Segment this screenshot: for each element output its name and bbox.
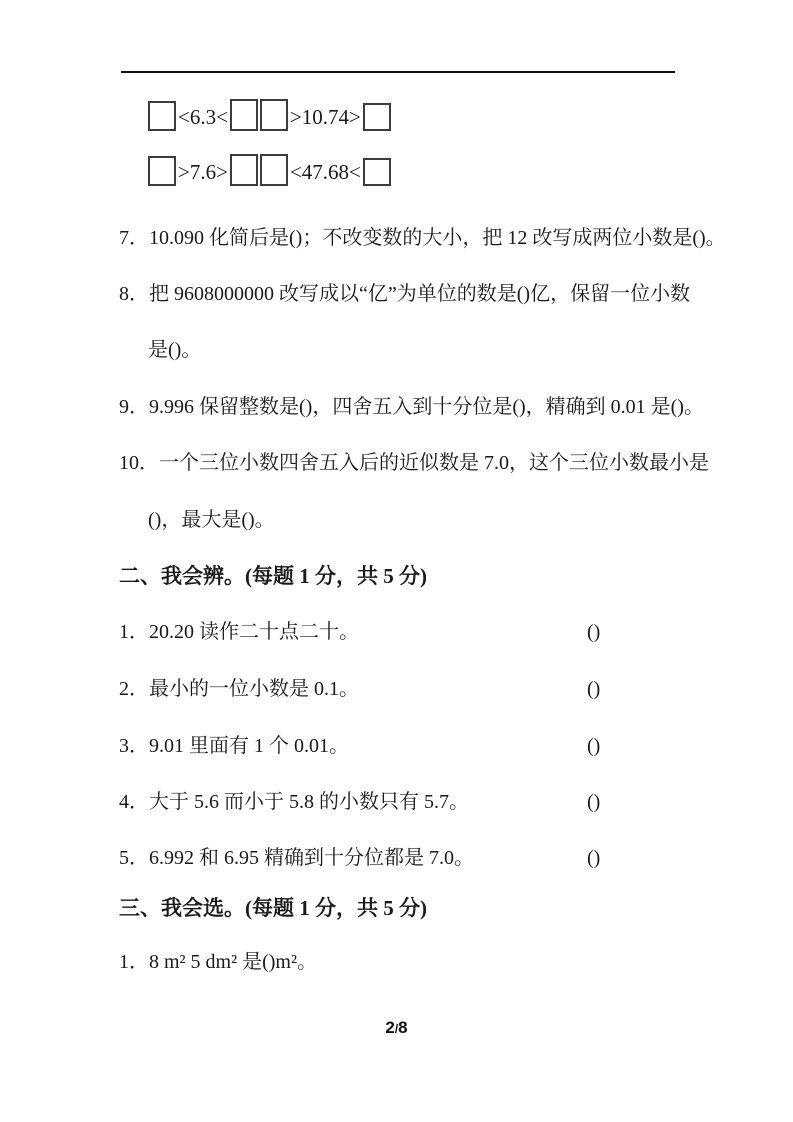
comparison-text: <47.68< [289, 160, 361, 184]
tf-item-4 [119, 788, 639, 816]
question-8-line1: 8．把 9608000000 改写成以“亿”为单位的数是()亿，保留一位小数 [119, 283, 691, 305]
tf-answer-blank: () [587, 847, 601, 869]
tf-item-5 [119, 844, 639, 872]
section-3-heading: 三、我会选。(每题 1 分，共 5 分) [119, 896, 427, 920]
comparison-text: <6.3< [178, 105, 228, 129]
answer-box-pair [230, 154, 288, 186]
answer-box [230, 154, 258, 186]
tf-item-text: 4．大于 5.6 而小于 5.8 的小数只有 5.7。 [119, 791, 469, 813]
tf-item-text: 2．最小的一位小数是 0.1。 [119, 678, 359, 700]
answer-box-pair [230, 99, 288, 131]
answer-box [230, 99, 258, 131]
comparison-text: >7.6> [178, 160, 228, 184]
answer-box [260, 154, 288, 186]
tf-answer-blank: () [587, 735, 601, 757]
tf-item-3 [119, 732, 639, 760]
page-number [0, 1014, 793, 1043]
comparison-text: >10.74> [289, 105, 361, 129]
tf-item-text: 1．20.20 读作二十点二十。 [119, 621, 359, 643]
header-rule [121, 71, 675, 73]
answer-box [148, 101, 176, 131]
tf-answer-blank: () [587, 791, 601, 813]
question-10-line2: ()，最大是()。 [148, 509, 275, 531]
page-separator: / [394, 1022, 399, 1036]
answer-box [363, 158, 391, 186]
answer-box [260, 99, 288, 131]
page-total: 8 [398, 1018, 408, 1037]
question-10-line1: 10．一个三位小数四舍五入后的近似数是 7.0，这个三位小数最小是 [119, 452, 709, 474]
comparison-row-2 [148, 154, 391, 186]
question-9: 9．9.996 保留整数是()，四舍五入到十分位是()，精确到 0.01 是()。 [119, 396, 704, 418]
tf-answer-blank: () [587, 678, 601, 700]
tf-item-2 [119, 675, 639, 703]
question-7: 7．10.090 化简后是()；不改变数的大小，把 12 改写成两位小数是()。 [119, 227, 726, 249]
answer-box [363, 103, 391, 131]
page-current: 2 [385, 1018, 395, 1037]
tf-item-text: 5．6.992 和 6.95 精确到十分位都是 7.0。 [119, 847, 474, 869]
tf-answer-blank: () [587, 621, 601, 643]
comparison-row-1 [148, 99, 391, 131]
section-2-heading: 二、我会辨。(每题 1 分，共 5 分) [119, 564, 427, 588]
tf-item-text: 3．9.01 里面有 1 个 0.01。 [119, 735, 349, 757]
question-8-line2: 是()。 [148, 339, 202, 361]
choice-question-1: 1．8 m² 5 dm² 是()m²。 [119, 951, 317, 973]
tf-item-1 [119, 618, 639, 646]
answer-box [148, 156, 176, 186]
